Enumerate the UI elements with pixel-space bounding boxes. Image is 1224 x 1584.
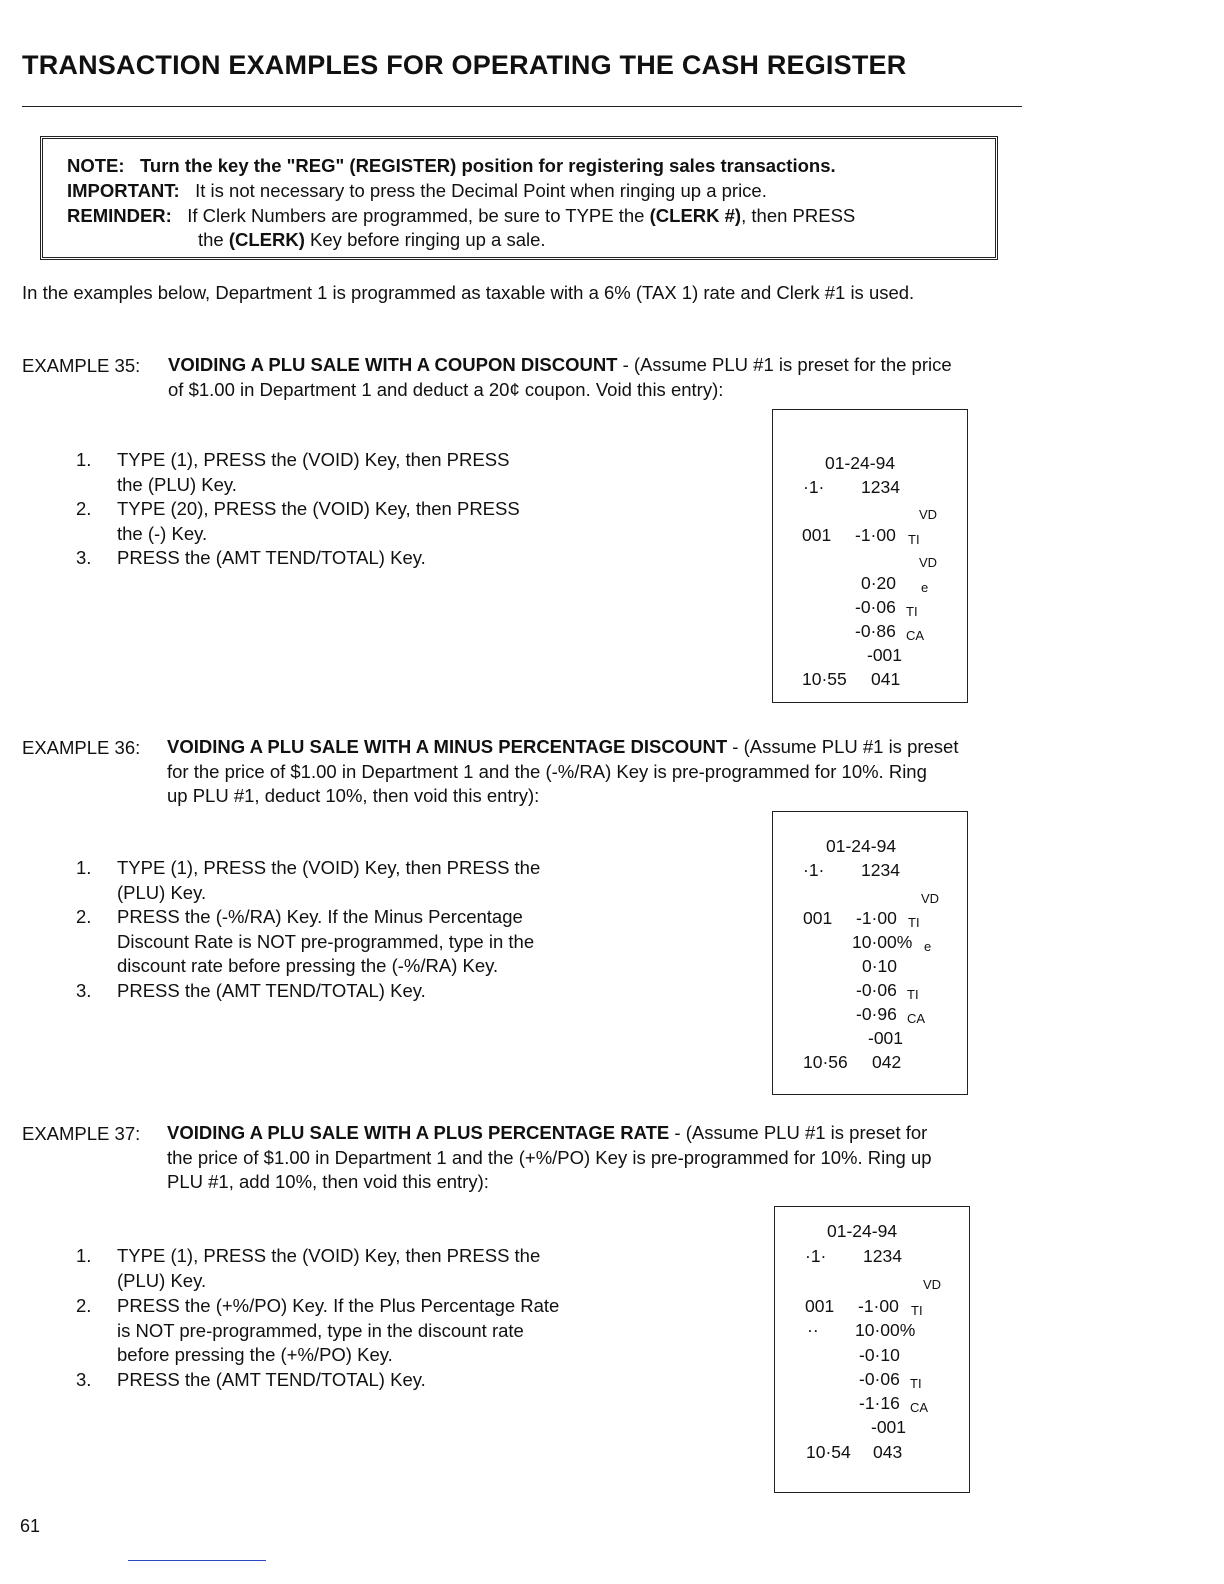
step-text: TYPE (1), PRESS the (VOID) Key, then PRESS — [117, 449, 510, 470]
reminder-text-2a: the — [198, 229, 229, 250]
receipt-count: -001 — [871, 1417, 907, 1437]
receipt-amount: -1·00 — [858, 1296, 899, 1316]
step-number: 2. — [76, 498, 92, 519]
receipt-dept: 001 — [802, 525, 832, 545]
receipt-date: 01-24-94 — [825, 453, 896, 473]
example-description — [167, 735, 959, 809]
step-text: TYPE (1), PRESS the (VOID) Key, then PRESS the — [117, 857, 541, 878]
note-text: Turn the key the "REG" (REGISTER) position for registering sales transactions. — [139, 155, 836, 176]
receipt-printout — [772, 409, 968, 703]
receipt-tax: -0·06 — [856, 980, 897, 1000]
example-desc-line: up PLU #1, deduct 10%, then void this entry): — [167, 785, 540, 806]
important-label: IMPORTANT: — [67, 180, 180, 201]
reminder-text-2c: Key before ringing up a sale. — [304, 229, 546, 250]
receipt-time: 10·56 — [803, 1052, 848, 1072]
receipt-count: -001 — [868, 1028, 904, 1048]
receipt-discount: 0·10 — [862, 956, 898, 976]
receipt-date: 01-24-94 — [827, 1221, 898, 1241]
receipt-dots: ·· — [807, 1320, 819, 1340]
receipt-printout — [772, 811, 968, 1095]
receipt-coupon-symbol: e — [921, 580, 929, 595]
receipt-tax-code: TI — [910, 1376, 922, 1391]
step-number: 1. — [76, 857, 92, 878]
step-text: TYPE (1), PRESS the (VOID) Key, then PRESS the — [117, 1245, 541, 1266]
receipt-sequence: 041 — [871, 669, 901, 689]
step-number: 3. — [76, 980, 92, 1001]
step-number: 1. — [76, 1245, 92, 1266]
step-number: 3. — [76, 1369, 92, 1390]
receipt-void-code: VD — [919, 555, 938, 570]
receipt-tax-code: TI — [908, 915, 920, 930]
note-line — [67, 155, 836, 177]
receipt-sequence: 042 — [872, 1052, 902, 1072]
example-desc-line: of $1.00 in Department 1 and deduct a 20¢ coupon. Void this entry): — [168, 378, 724, 400]
example-desc-line: the price of $1.00 in Department 1 and the (+%/PO) Key is pre-programmed for 10%. Ring up — [167, 1146, 932, 1168]
example-desc-line: for the price of $1.00 in Department 1 and the (-%/RA) Key is pre-programmed for 10%. Ring — [167, 760, 927, 782]
reminder-line-2 — [198, 229, 546, 251]
receipt-total: -1·16 — [859, 1393, 900, 1413]
footer-divider — [128, 1560, 266, 1561]
receipt-printout — [774, 1206, 970, 1493]
example-desc-line: - (Assume PLU #1 is preset — [727, 736, 959, 757]
receipt-void-code: VD — [923, 1277, 942, 1292]
example-desc-line: PLU #1, add 10%, then void this entry): — [167, 1171, 489, 1192]
receipt-plus-amount: -0·10 — [859, 1345, 900, 1365]
receipt-store-number: 1234 — [861, 477, 900, 497]
step-text: the (-) Key. — [117, 522, 208, 544]
receipt-coupon-amount: 0·20 — [861, 573, 897, 593]
receipt-total-code: CA — [906, 628, 925, 643]
step-text: before pressing the (+%/PO) Key. — [117, 1344, 393, 1365]
reminder-text-a: If Clerk Numbers are programmed, be sure to TYPE the — [187, 205, 650, 226]
receipt-percent: 10·00% — [852, 932, 913, 952]
step-text: discount rate before pressing the (-%/RA) Key. — [117, 955, 499, 976]
example-heading: VOIDING A PLU SALE WITH A MINUS PERCENTAGE DISCOUNT — [167, 736, 728, 757]
receipt-total: -0·96 — [856, 1004, 897, 1024]
example-heading: VOIDING A PLU SALE WITH A PLUS PERCENTAGE RATE — [167, 1122, 670, 1143]
receipt-dept: 001 — [803, 908, 833, 928]
example-description — [168, 353, 952, 402]
receipt-amount: -1·00 — [856, 908, 897, 928]
example-label: EXAMPLE 37: — [22, 1123, 141, 1144]
important-line — [67, 180, 767, 202]
step-text: (PLU) Key. — [117, 881, 207, 903]
page-number: 61 — [20, 1516, 41, 1536]
step-number: 2. — [76, 906, 92, 927]
receipt-void-code: VD — [919, 507, 938, 522]
intro-paragraph: In the examples below, Department 1 is programmed as taxable with a 6% (TAX 1) rate and Clerk #1 is used. — [22, 282, 915, 303]
important-text: It is not necessary to press the Decimal Point when ringing up a price. — [195, 180, 767, 201]
example-label: EXAMPLE 36: — [22, 737, 141, 758]
example-desc-line: - (Assume PLU #1 is preset for the price — [617, 354, 952, 375]
reminder-text-b: (CLERK #) — [649, 205, 742, 226]
receipt-time: 10·54 — [806, 1442, 851, 1462]
reminder-line — [67, 205, 855, 227]
step-text: TYPE (20), PRESS the (VOID) Key, then PRESS — [117, 498, 520, 519]
step-text: Discount Rate is NOT pre-programmed, type in the — [117, 930, 535, 952]
receipt-total-code: CA — [907, 1011, 926, 1026]
receipt-clerk: ·1· — [805, 1246, 827, 1266]
example-label: EXAMPLE 35: — [22, 355, 141, 376]
note-box — [40, 136, 998, 260]
step-text: (PLU) Key. — [117, 1269, 207, 1291]
receipt-amount: -1·00 — [855, 525, 896, 545]
step-text: PRESS the (AMT TEND/TOTAL) Key. — [117, 980, 426, 1001]
receipt-clerk: ·1· — [803, 860, 825, 880]
receipt-void-code: VD — [921, 891, 940, 906]
page-title: TRANSACTION EXAMPLES FOR OPERATING THE CASH REGISTER — [22, 50, 907, 80]
example-heading: VOIDING A PLU SALE WITH A COUPON DISCOUNT — [168, 354, 618, 375]
receipt-tax-code: TI — [906, 604, 918, 619]
step-number: 1. — [76, 449, 92, 470]
step-text: is NOT pre-programmed, type in the discount rate — [117, 1319, 524, 1341]
receipt-tax: -0·06 — [859, 1369, 900, 1389]
receipt-dept: 001 — [805, 1296, 835, 1316]
receipt-tax-code: TI — [911, 1303, 923, 1318]
step-text: PRESS the (AMT TEND/TOTAL) Key. — [117, 1369, 426, 1390]
receipt-tax-code: TI — [907, 987, 919, 1002]
reminder-text-c: , then PRESS — [741, 205, 856, 226]
receipt-sequence: 043 — [873, 1442, 903, 1462]
step-text: PRESS the (+%/PO) Key. If the Plus Percentage Rate — [117, 1295, 560, 1316]
title-divider — [22, 106, 1022, 107]
step-number: 3. — [76, 547, 92, 568]
example-description — [167, 1121, 932, 1195]
step-text: PRESS the (AMT TEND/TOTAL) Key. — [117, 547, 426, 568]
receipt-tax-code: TI — [908, 532, 920, 547]
receipt-time: 10·55 — [802, 669, 847, 689]
receipt-total: -0·86 — [855, 621, 896, 641]
receipt-store-number: 1234 — [861, 860, 900, 880]
receipt-count: -001 — [867, 645, 903, 665]
example-desc-line: - (Assume PLU #1 is preset for — [669, 1122, 928, 1143]
receipt-date: 01-24-94 — [826, 836, 897, 856]
receipt-clerk: ·1· — [803, 477, 825, 497]
reminder-label: REMINDER: — [67, 205, 172, 226]
receipt-tax: -0·06 — [855, 597, 896, 617]
receipt-percent: 10·00% — [855, 1320, 916, 1340]
receipt-store-number: 1234 — [863, 1246, 902, 1266]
reminder-text-2b: (CLERK) — [228, 229, 305, 250]
receipt-percent-symbol: e — [924, 939, 932, 954]
receipt-total-code: CA — [910, 1400, 929, 1415]
step-text: PRESS the (-%/RA) Key. If the Minus Percentage — [117, 906, 523, 927]
step-number: 2. — [76, 1295, 92, 1316]
note-label: NOTE: — [67, 155, 125, 176]
step-text: the (PLU) Key. — [117, 473, 237, 495]
